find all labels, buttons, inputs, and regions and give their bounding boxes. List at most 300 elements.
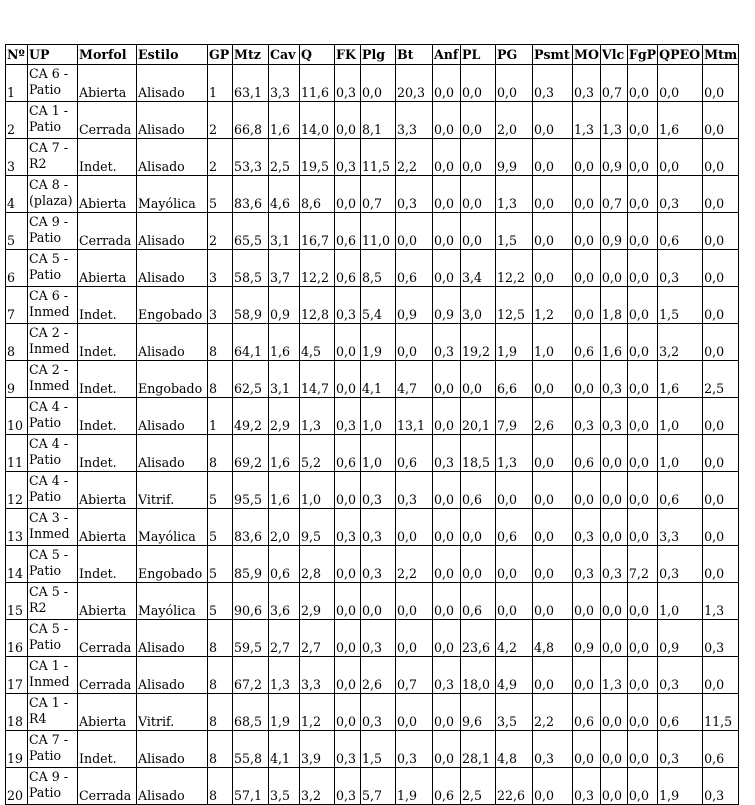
up-cell-line: Patio xyxy=(29,489,62,504)
table-cell: 0,3 xyxy=(658,657,703,694)
table-cell: 3 xyxy=(208,250,233,287)
table-cell: 5 xyxy=(208,509,233,546)
table-cell: Mayólica xyxy=(137,176,208,213)
table-cell: 2,2 xyxy=(533,694,573,731)
table-cell: 0,0 xyxy=(361,65,396,102)
table-cell: 0,3 xyxy=(703,620,739,657)
table-cell: 0,0 xyxy=(573,657,601,694)
table-cell: 1,3 xyxy=(300,398,335,435)
table-cell: 0,0 xyxy=(533,472,573,509)
table-cell: 0,0 xyxy=(496,472,533,509)
table-cell: 0,0 xyxy=(703,250,739,287)
column-header: Anf xyxy=(433,45,461,65)
table-cell: 11,5 xyxy=(361,139,396,176)
table-cell: 0,0 xyxy=(433,139,461,176)
table-cell: 0,3 xyxy=(361,620,396,657)
table-cell: 65,5 xyxy=(233,213,269,250)
table-cell: 0,9 xyxy=(658,620,703,657)
table-cell: 0,0 xyxy=(433,250,461,287)
up-cell-line: CA 5 - xyxy=(29,621,69,636)
table-cell: 8 xyxy=(208,361,233,398)
table-cell: 0,0 xyxy=(396,694,433,731)
table-cell: 16,7 xyxy=(300,213,335,250)
table-row xyxy=(6,509,739,546)
table-row xyxy=(6,731,739,768)
column-header: Mtm xyxy=(703,45,739,65)
table-cell: Cerrada xyxy=(78,213,137,250)
table-cell: 0,0 xyxy=(335,546,361,583)
up-cell-line: CA 4 - xyxy=(29,473,69,488)
table-cell: 0,0 xyxy=(433,509,461,546)
table-cell: 0,0 xyxy=(573,250,601,287)
table-cell: 0,7 xyxy=(600,65,627,102)
up-cell-line: Inmed xyxy=(29,304,70,319)
up-cell-line: CA 4 - xyxy=(29,399,69,414)
table-cell: 0,0 xyxy=(573,361,601,398)
table-cell: 4,2 xyxy=(496,620,533,657)
table-cell: 1 xyxy=(208,398,233,435)
table-cell: 0,3 xyxy=(533,731,573,768)
table-cell: 0,0 xyxy=(627,472,657,509)
table-cell: 0,3 xyxy=(658,176,703,213)
table-cell: 0,0 xyxy=(600,694,627,731)
table-cell: 0,0 xyxy=(600,509,627,546)
table-cell: 0,0 xyxy=(496,583,533,620)
table-row xyxy=(6,213,739,250)
up-cell-line: CA 8 - xyxy=(29,177,69,192)
table-cell: 0,0 xyxy=(600,472,627,509)
table-cell: 0,0 xyxy=(600,583,627,620)
table-cell: 2 xyxy=(6,102,28,139)
table-cell: 0,0 xyxy=(627,583,657,620)
table-cell: 0,0 xyxy=(703,546,739,583)
up-cell-line: CA 4 - xyxy=(29,436,69,451)
table-cell: 1,9 xyxy=(496,324,533,361)
table-cell: 8 xyxy=(208,768,233,805)
table-cell: 1,0 xyxy=(658,398,703,435)
table-row xyxy=(6,657,739,694)
table-cell: 49,2 xyxy=(233,398,269,435)
table-cell: 0,0 xyxy=(703,176,739,213)
table-cell: 1,3 xyxy=(496,435,533,472)
table-cell: Cerrada xyxy=(78,620,137,657)
table-cell: 0,3 xyxy=(335,65,361,102)
table-cell: 1,3 xyxy=(496,176,533,213)
table-cell: 0,0 xyxy=(573,176,601,213)
table-row xyxy=(6,546,739,583)
table-cell: 0,0 xyxy=(335,657,361,694)
table-cell: 0,0 xyxy=(433,398,461,435)
up-cell-line: CA 5 - xyxy=(29,584,69,599)
up-cell xyxy=(28,287,78,324)
table-cell: Alisado xyxy=(137,657,208,694)
table-cell: 2,5 xyxy=(703,361,739,398)
table-cell: 3 xyxy=(6,139,28,176)
table-row xyxy=(6,435,739,472)
table-cell: 1,2 xyxy=(533,287,573,324)
table-cell: 1,3 xyxy=(600,657,627,694)
table-cell: 0,0 xyxy=(703,102,739,139)
table-cell: 0,3 xyxy=(361,546,396,583)
table-cell: 0,0 xyxy=(533,435,573,472)
table-cell: 0,0 xyxy=(600,435,627,472)
table-cell: 2,7 xyxy=(269,620,300,657)
table-cell: 0,6 xyxy=(658,472,703,509)
table-cell: 0,7 xyxy=(361,176,396,213)
table-cell: 0,9 xyxy=(269,287,300,324)
table-cell: 2,5 xyxy=(269,139,300,176)
table-cell: 0,0 xyxy=(658,139,703,176)
up-cell xyxy=(28,176,78,213)
table-cell: 67,2 xyxy=(233,657,269,694)
table-cell: Abierta xyxy=(78,509,137,546)
table-cell: 3,3 xyxy=(300,657,335,694)
up-cell-line: CA 6 - xyxy=(29,288,69,303)
table-cell: 0,0 xyxy=(496,65,533,102)
table-cell: 11 xyxy=(6,435,28,472)
up-cell xyxy=(28,324,78,361)
up-cell-line: CA 5 - xyxy=(29,251,69,266)
table-cell: Engobado xyxy=(137,287,208,324)
table-cell: Vitrif. xyxy=(137,472,208,509)
table-cell: 0,0 xyxy=(533,657,573,694)
up-cell xyxy=(28,620,78,657)
table-cell: Vitrif. xyxy=(137,694,208,731)
table-cell: 1,6 xyxy=(269,324,300,361)
table-cell: Abierta xyxy=(78,694,137,731)
table-cell: 0,6 xyxy=(573,324,601,361)
table-cell: 0,6 xyxy=(461,583,496,620)
table-cell: 0,0 xyxy=(627,731,657,768)
table-cell: 0,0 xyxy=(496,546,533,583)
table-cell: 0,6 xyxy=(335,250,361,287)
table-row xyxy=(6,102,739,139)
table-cell: 0,0 xyxy=(335,361,361,398)
up-cell-line: Patio xyxy=(29,267,62,282)
table-cell: 23,6 xyxy=(461,620,496,657)
table-cell: 0,0 xyxy=(335,620,361,657)
up-cell xyxy=(28,398,78,435)
column-header: QPEO xyxy=(658,45,703,65)
table-cell: 2,2 xyxy=(396,139,433,176)
table-cell: 0,0 xyxy=(533,250,573,287)
up-cell-line: R4 xyxy=(29,711,47,726)
table-cell: 0,0 xyxy=(703,472,739,509)
table-cell: 0,3 xyxy=(658,546,703,583)
table-cell: 7,9 xyxy=(496,398,533,435)
table-cell: 4,1 xyxy=(361,361,396,398)
table-cell: 0,0 xyxy=(433,620,461,657)
table-cell: 0,3 xyxy=(433,657,461,694)
table-cell: 1,0 xyxy=(658,583,703,620)
table-cell: 14,0 xyxy=(300,102,335,139)
data-table xyxy=(5,44,739,805)
table-cell: Abierta xyxy=(78,65,137,102)
table-cell: 3,3 xyxy=(658,509,703,546)
table-cell: 2,8 xyxy=(300,546,335,583)
table-cell: 5 xyxy=(208,546,233,583)
table-cell: 3,1 xyxy=(269,213,300,250)
table-cell: Mayólica xyxy=(137,509,208,546)
table-cell: 0,0 xyxy=(335,176,361,213)
table-cell: 0,0 xyxy=(361,583,396,620)
table-cell: 0,7 xyxy=(396,657,433,694)
table-cell: 4,8 xyxy=(496,731,533,768)
table-cell: 1 xyxy=(208,65,233,102)
table-cell: 0,0 xyxy=(335,472,361,509)
table-cell: 9,6 xyxy=(461,694,496,731)
table-cell: 5 xyxy=(208,583,233,620)
table-cell: 58,5 xyxy=(233,250,269,287)
table-cell: 1,3 xyxy=(703,583,739,620)
table-row xyxy=(6,139,739,176)
up-cell-line: Patio xyxy=(29,452,62,467)
table-cell: 0,9 xyxy=(573,620,601,657)
table-cell: Indet. xyxy=(78,546,137,583)
header-row xyxy=(6,45,739,65)
table-cell: 1,5 xyxy=(658,287,703,324)
up-cell-line: CA 3 - xyxy=(29,510,69,525)
table-cell: Alisado xyxy=(137,620,208,657)
up-cell-line: CA 9 - xyxy=(29,214,69,229)
table-cell: 64,1 xyxy=(233,324,269,361)
table-cell: Engobado xyxy=(137,361,208,398)
table-cell: 0,0 xyxy=(703,398,739,435)
table-row xyxy=(6,694,739,731)
table-cell: 0,0 xyxy=(627,65,657,102)
table-cell: 0,3 xyxy=(396,472,433,509)
table-cell: 20,1 xyxy=(461,398,496,435)
table-cell: 0,3 xyxy=(396,731,433,768)
column-header: Vlc xyxy=(600,45,627,65)
table-cell: 0,0 xyxy=(600,620,627,657)
table-cell: 0,0 xyxy=(627,287,657,324)
table-cell: 1,9 xyxy=(658,768,703,805)
table-cell: 11,5 xyxy=(703,694,739,731)
table-cell: Mayólica xyxy=(137,583,208,620)
table-cell: 4,7 xyxy=(396,361,433,398)
table-row xyxy=(6,620,739,657)
table-cell: 3,5 xyxy=(496,694,533,731)
table-cell: 14 xyxy=(6,546,28,583)
up-cell-line: Inmed xyxy=(29,526,70,541)
table-cell: 0,6 xyxy=(396,250,433,287)
table-cell: 0,0 xyxy=(335,694,361,731)
table-cell: 57,1 xyxy=(233,768,269,805)
table-cell: 0,9 xyxy=(600,213,627,250)
table-cell: 0,0 xyxy=(703,287,739,324)
table-cell: 0,0 xyxy=(573,731,601,768)
table-cell: 4,1 xyxy=(269,731,300,768)
up-cell-line: CA 1 - xyxy=(29,695,69,710)
up-cell-line: Patio xyxy=(29,637,62,652)
table-cell: 2 xyxy=(208,102,233,139)
table-cell: 0,0 xyxy=(627,139,657,176)
table-cell: 19 xyxy=(6,731,28,768)
table-cell: 0,3 xyxy=(600,398,627,435)
table-cell: 8 xyxy=(208,324,233,361)
up-cell xyxy=(28,102,78,139)
table-row xyxy=(6,583,739,620)
table-row xyxy=(6,176,739,213)
table-row xyxy=(6,324,739,361)
table-cell: 1,9 xyxy=(396,768,433,805)
table-row xyxy=(6,398,739,435)
table-cell: Alisado xyxy=(137,102,208,139)
table-cell: 4,9 xyxy=(496,657,533,694)
table-cell: 0,0 xyxy=(573,287,601,324)
table-cell: 18,5 xyxy=(461,435,496,472)
up-cell xyxy=(28,213,78,250)
table-cell: 0,0 xyxy=(573,583,601,620)
table-cell: 11,6 xyxy=(300,65,335,102)
table-cell: 0,9 xyxy=(600,139,627,176)
table-cell: 3,7 xyxy=(269,250,300,287)
table-cell: 0,3 xyxy=(433,435,461,472)
table-cell: 0,0 xyxy=(461,65,496,102)
table-cell: 85,9 xyxy=(233,546,269,583)
table-cell: 0,3 xyxy=(335,139,361,176)
table-cell: 8,5 xyxy=(361,250,396,287)
table-cell: 0,0 xyxy=(335,324,361,361)
table-cell: 63,1 xyxy=(233,65,269,102)
table-cell: 1,5 xyxy=(496,213,533,250)
table-cell: 0,6 xyxy=(433,768,461,805)
table-cell: 1,3 xyxy=(600,102,627,139)
table-cell: 1,9 xyxy=(361,324,396,361)
table-cell: 0,0 xyxy=(703,324,739,361)
table-cell: 6 xyxy=(6,250,28,287)
table-cell: 18 xyxy=(6,694,28,731)
table-cell: 5,4 xyxy=(361,287,396,324)
table-cell: 0,0 xyxy=(461,361,496,398)
up-cell-line: R2 xyxy=(29,600,47,615)
table-cell: 0,0 xyxy=(627,213,657,250)
table-cell: 0,0 xyxy=(433,65,461,102)
table-cell: 0,0 xyxy=(396,620,433,657)
table-cell: 0,3 xyxy=(573,398,601,435)
table-cell: 3,3 xyxy=(269,65,300,102)
column-header: Nº xyxy=(6,45,28,65)
table-cell: 0,3 xyxy=(396,176,433,213)
table-cell: 53,3 xyxy=(233,139,269,176)
table-cell: 13 xyxy=(6,509,28,546)
table-cell: 0,3 xyxy=(361,509,396,546)
table-cell: 12,2 xyxy=(300,250,335,287)
table-cell: 0,0 xyxy=(335,583,361,620)
table-cell: Cerrada xyxy=(78,657,137,694)
table-cell: 28,1 xyxy=(461,731,496,768)
table-cell: 0,6 xyxy=(461,472,496,509)
column-header: Mtz xyxy=(233,45,269,65)
table-cell: 7,2 xyxy=(627,546,657,583)
table-cell: 8 xyxy=(6,324,28,361)
table-cell: 10 xyxy=(6,398,28,435)
table-cell: 1,6 xyxy=(269,102,300,139)
up-cell-line: CA 9 - xyxy=(29,769,69,784)
table-cell: Alisado xyxy=(137,139,208,176)
table-cell: 9 xyxy=(6,361,28,398)
table-cell: Indet. xyxy=(78,435,137,472)
table-cell: Indet. xyxy=(78,139,137,176)
up-cell-line: CA 2 - xyxy=(29,325,69,340)
column-header: Plg xyxy=(361,45,396,65)
table-cell: 0,7 xyxy=(600,176,627,213)
column-header: Bt xyxy=(396,45,433,65)
table-cell: 1,0 xyxy=(533,324,573,361)
table-cell: 12,5 xyxy=(496,287,533,324)
column-header: PL xyxy=(461,45,496,65)
table-cell: 20,3 xyxy=(396,65,433,102)
table-cell: 83,6 xyxy=(233,509,269,546)
table-cell: 4 xyxy=(6,176,28,213)
table-cell: 0,0 xyxy=(627,250,657,287)
up-cell-line: Patio xyxy=(29,415,62,430)
up-cell-line: (plaza) xyxy=(29,193,73,208)
table-cell: 3,9 xyxy=(300,731,335,768)
up-cell xyxy=(28,472,78,509)
up-cell xyxy=(28,768,78,805)
table-cell: 12,2 xyxy=(496,250,533,287)
up-cell-line: CA 5 - xyxy=(29,547,69,562)
table-cell: 1,5 xyxy=(361,731,396,768)
table-cell: 5,7 xyxy=(361,768,396,805)
table-cell: 9,9 xyxy=(496,139,533,176)
up-cell-line: CA 6 - xyxy=(29,66,69,81)
table-cell: 62,5 xyxy=(233,361,269,398)
table-cell: 15 xyxy=(6,583,28,620)
table-cell: 2,0 xyxy=(269,509,300,546)
table-cell: 8 xyxy=(208,731,233,768)
table-row xyxy=(6,287,739,324)
up-cell-line: Patio xyxy=(29,748,62,763)
table-cell: 0,0 xyxy=(627,768,657,805)
table-cell: Cerrada xyxy=(78,102,137,139)
column-header: Cav xyxy=(269,45,300,65)
table-cell: 14,7 xyxy=(300,361,335,398)
table-cell: 0,0 xyxy=(627,176,657,213)
table-cell: Indet. xyxy=(78,324,137,361)
up-cell xyxy=(28,657,78,694)
table-cell: 2,6 xyxy=(533,398,573,435)
table-cell: 0,0 xyxy=(627,657,657,694)
table-cell: 5,2 xyxy=(300,435,335,472)
table-cell: 0,0 xyxy=(533,176,573,213)
column-header: GP xyxy=(208,45,233,65)
table-cell: 0,0 xyxy=(533,102,573,139)
table-cell: 58,9 xyxy=(233,287,269,324)
table-cell: 0,0 xyxy=(433,102,461,139)
table-cell: 8 xyxy=(208,657,233,694)
table-cell: 0,3 xyxy=(533,65,573,102)
table-cell: 8,6 xyxy=(300,176,335,213)
table-cell: 0,3 xyxy=(573,509,601,546)
table-cell: Indet. xyxy=(78,731,137,768)
table-cell: Abierta xyxy=(78,250,137,287)
table-cell: 0,3 xyxy=(573,546,601,583)
table-cell: 0,0 xyxy=(433,694,461,731)
column-header: Q xyxy=(300,45,335,65)
table-row xyxy=(6,472,739,509)
table-cell: 0,0 xyxy=(600,768,627,805)
up-cell xyxy=(28,583,78,620)
table-cell: 1,0 xyxy=(361,398,396,435)
table-cell: 0,0 xyxy=(335,102,361,139)
table-cell: 3,2 xyxy=(300,768,335,805)
table-row xyxy=(6,65,739,102)
table-cell: 12 xyxy=(6,472,28,509)
table-cell: 3 xyxy=(208,287,233,324)
